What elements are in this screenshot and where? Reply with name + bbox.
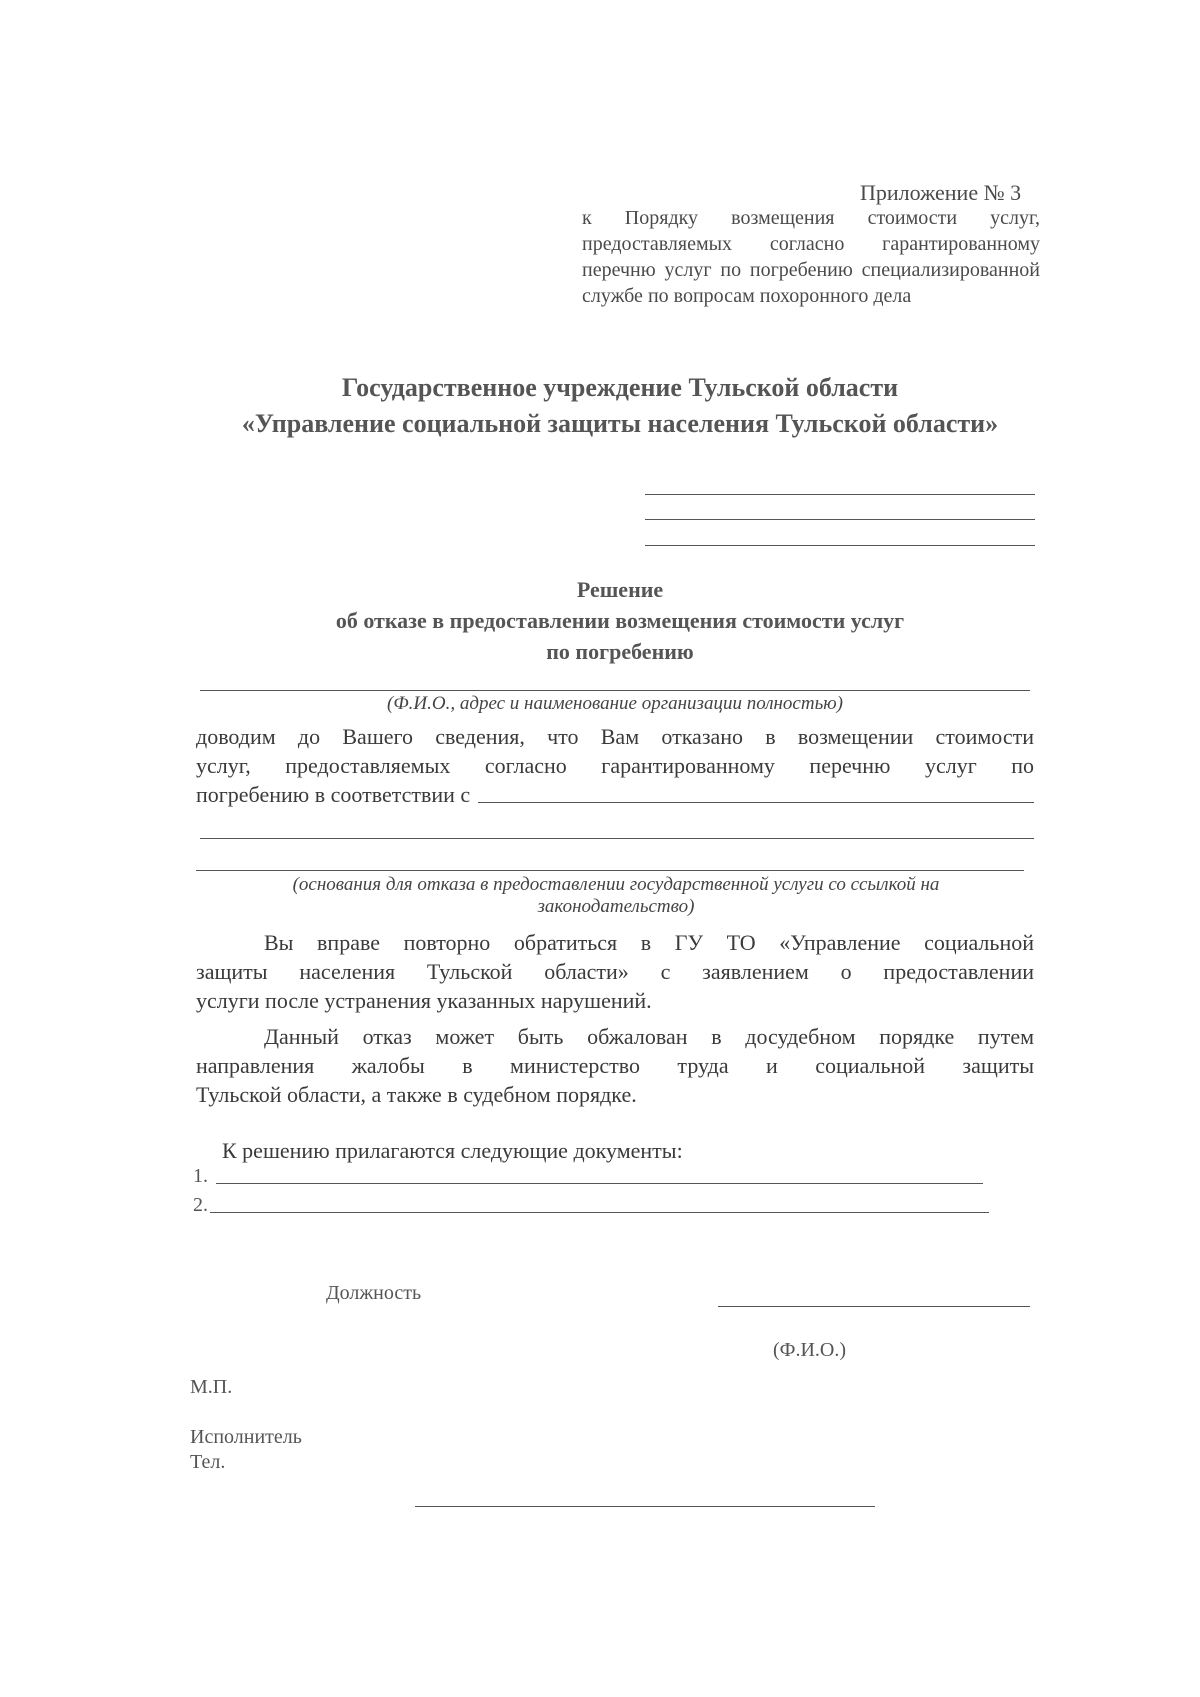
institution-line-1: Государственное учреждение Тульской области: [341, 373, 899, 402]
paragraph3-line2: направления жалобы в министерство труда и социальной защиты: [196, 1053, 1034, 1078]
grounds-line: [196, 870, 1024, 871]
decision-title: Решение: [576, 577, 664, 602]
addressee-line: [645, 494, 1035, 495]
paragraph2: [196, 928, 1034, 1015]
paragraph1-line2: услуг, предоставляемых согласно гарантированному перечню услуг по: [196, 753, 1034, 778]
paragraph3: [196, 1022, 1034, 1109]
grounds-caption: [196, 874, 1036, 918]
institution-line-2: «Управление социальной защиты населения Тульской области»: [241, 409, 999, 438]
paragraph2-line2: защиты населения Тульской области» с заявлением о предоставлении: [196, 959, 1034, 984]
attachment-item: [193, 1194, 989, 1217]
grounds-line: [200, 838, 1034, 839]
appendix-text: к Порядку возмещения стоимости услуг, предоставляемых согласно гарантированному перечню услуг по погребению специализированной службе по вопросам похоронного дела: [582, 207, 1040, 307]
decision-title-block: [240, 574, 1000, 667]
decision-subtitle-2: по погребению: [546, 639, 694, 664]
paragraph3-line1: Данный отказ может быть обжалован в досудебном порядке путем: [264, 1024, 1034, 1049]
paragraph1-line1: доводим до Вашего сведения, что Вам отказано в возмещении стоимости: [196, 724, 1034, 749]
paragraph3-line3: Тульской области, а также в судебном порядке.: [196, 1082, 637, 1107]
attachment-number: 2.: [193, 1194, 208, 1216]
grounds-caption-line2: законодательство): [537, 896, 695, 917]
attachment-item: [193, 1165, 983, 1188]
recipient-line: [200, 690, 1030, 691]
attachment-fill-line: [210, 1212, 989, 1213]
attachment-fill-line: [216, 1183, 983, 1184]
appendix-number: Приложение № 3: [860, 180, 1022, 205]
phone-label: Тел.: [190, 1451, 226, 1473]
grounds-caption-line1: (основания для отказа в предоставлении государственной услуги со ссылкой на: [292, 874, 940, 895]
signature-line: [718, 1306, 1030, 1307]
position-label: Должность: [326, 1282, 422, 1304]
grounds-fill-line: [478, 802, 1034, 803]
decision-subtitle-1: об отказе в предоставлении возмещения стоимости услуг: [335, 608, 905, 633]
paragraph1-line3-text: погребению в соответствии с: [196, 782, 471, 807]
addressee-line: [645, 545, 1035, 546]
attachment-number: 1.: [193, 1165, 208, 1187]
executor-label: Исполнитель: [190, 1426, 302, 1448]
paragraph2-line1: Вы вправе повторно обратиться в ГУ ТО «Управление социальной: [264, 930, 1034, 955]
stamp-label: М.П.: [190, 1376, 233, 1398]
addressee-line: [645, 519, 1035, 520]
institution-header: [180, 370, 1060, 442]
recipient-caption: (Ф.И.О., адрес и наименование организации полностью): [387, 693, 843, 714]
paragraph2-line3: услуги после устранения указанных нарушений.: [196, 988, 652, 1013]
attachments-heading: К решению прилагаются следующие документы:: [222, 1138, 683, 1163]
bottom-line: [415, 1506, 875, 1507]
fio-label: (Ф.И.О.): [773, 1339, 847, 1361]
paragraph1-line3: [196, 780, 1034, 809]
